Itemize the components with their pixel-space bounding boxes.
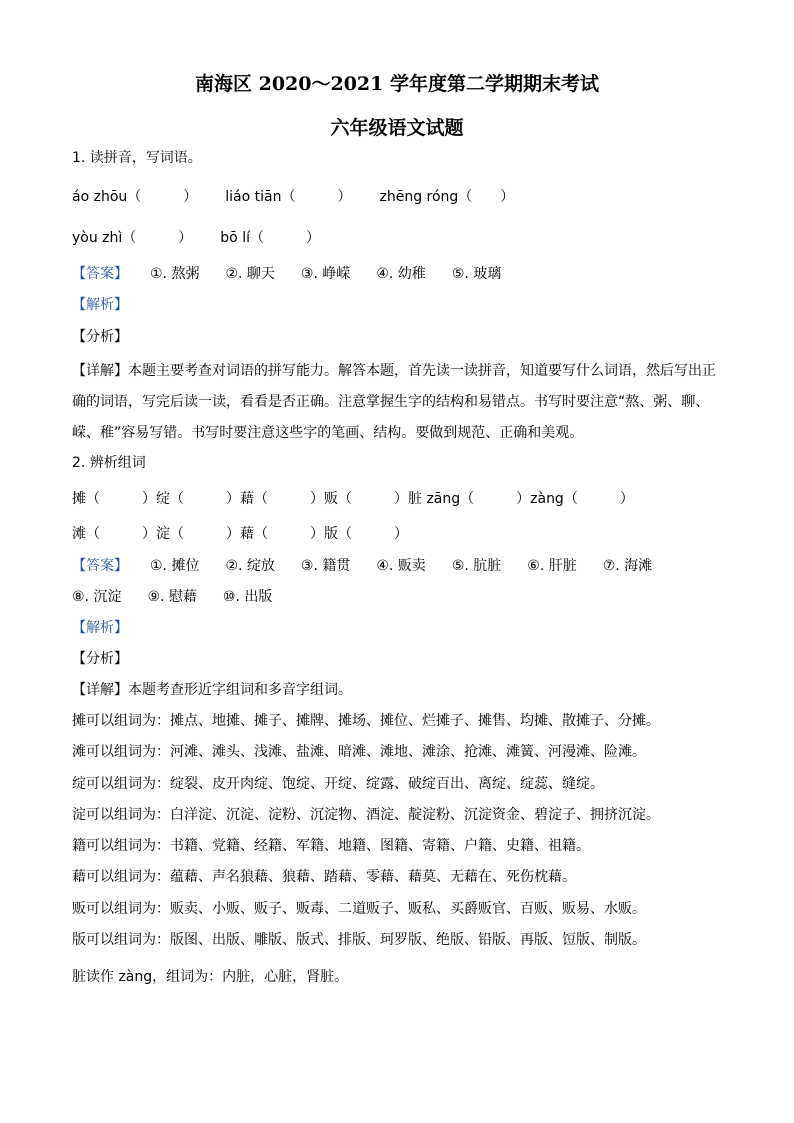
q1-pinyin-item: bō lí（ ） bbox=[220, 230, 320, 246]
word-group-line: 滩可以组词为：河滩、滩头、浅滩、盐滩、暗滩、滩地、滩涂、抢滩、滩簧、河漫滩、险滩。 bbox=[72, 744, 646, 760]
answer-item: ①. 熬粥 bbox=[150, 266, 200, 282]
word-group-line: 绽可以组词为：绽裂、皮开肉绽、饱绽、开绽、绽露、破绽百出、离绽、绽蕊、缝绽。 bbox=[72, 776, 604, 792]
q2-fenxi-tag: 【分析】 bbox=[72, 651, 128, 667]
answer-tag: 【答案】 bbox=[72, 266, 128, 282]
word-group-line: 版可以组词为：版图、出版、雕版、版式、排版、珂罗版、绝版、铅版、再版、饾版、制版。 bbox=[72, 932, 646, 948]
q1-pinyin-item: liáo tiān（ ） bbox=[225, 189, 352, 205]
q2-answer-line2 bbox=[72, 587, 272, 607]
q1-pinyin-item: áo zhōu（ ） bbox=[72, 189, 198, 205]
word-group-line: 籍可以组词为：书籍、党籍、经籍、军籍、地籍、图籍、寄籍、户籍、史籍、祖籍。 bbox=[72, 838, 590, 854]
q1-prompt: 1. 读拼音，写词语。 bbox=[72, 150, 202, 166]
detail-tag: 【详解】 bbox=[72, 682, 128, 698]
detail-text: 本题主要考查对词语的拼写能力。解答本题，首先读一读拼音，知道要写什么词语，然后写出正确的词语，写完后读一读，看看是否正确。注意掌握生字的结构和易错点。书写时要注意“熬、粥、聊、嵘、稚”容易写错。书写时要注意这些字的笔画、结构。要做到规范、正确和美观。 bbox=[72, 363, 716, 441]
q2-row1: 摊（ ）绽（ ）藉（ ）贩（ ）脏 zāng（ ）zàng（ ） bbox=[72, 491, 634, 507]
q2-prompt: 2. 辨析组词 bbox=[72, 455, 146, 471]
answer-item: ④. 幼稚 bbox=[376, 266, 426, 282]
word-group-line: 淀可以组词为：白洋淀、沉淀、淀粉、沉淀物、酒淀、靛淀粉、沉淀资金、碧淀子、拥挤沉淀。 bbox=[72, 807, 660, 823]
q1-detail bbox=[72, 356, 722, 449]
q1-pinyin-item: zhēng róng（ ） bbox=[379, 189, 515, 205]
answer-item: ③. 峥嵘 bbox=[300, 266, 351, 282]
answer-item: ⑧. 沉淀 bbox=[72, 589, 122, 605]
detail-text: 本题考查形近字组词和多音字组词。 bbox=[128, 682, 352, 698]
word-group-line: 藉可以组词为：蕴藉、声名狼藉、狼藉、踏藉、零藉、藉莫、无藉在、死伤枕藉。 bbox=[72, 869, 576, 885]
answer-item: ①. 摊位 bbox=[150, 558, 200, 574]
exam-subtitle: 六年级语文试题 bbox=[330, 117, 464, 139]
word-group-line: 摊可以组词为：摊点、地摊、摊子、摊牌、摊场、摊位、烂摊子、摊售、均摊、散摊子、分摊。 bbox=[72, 713, 660, 729]
answer-item: ⑤. 肮脏 bbox=[451, 558, 502, 574]
answer-item: ③. 籍贯 bbox=[300, 558, 351, 574]
answer-item: ⑥. 肝脏 bbox=[527, 558, 577, 574]
answer-tag: 【答案】 bbox=[72, 558, 128, 574]
q1-analysis-tag: 【解析】 bbox=[72, 297, 128, 313]
answer-item: ②. 聊天 bbox=[225, 266, 275, 282]
q1-pinyin-row2 bbox=[72, 228, 348, 248]
q1-pinyin-item: yòu zhì（ ） bbox=[72, 230, 193, 246]
exam-title: 南海区 2020～2021 学年度第二学期期末考试 bbox=[195, 73, 599, 95]
answer-item: ⑦. 海滩 bbox=[602, 558, 653, 574]
answer-item: ②. 绽放 bbox=[225, 558, 275, 574]
word-group-line: 贩可以组词为：贩卖、小贩、贩子、贩毒、二道贩子、贩私、买爵贩官、百贩、贩易、水贩。 bbox=[72, 901, 646, 917]
answer-item: ⑤. 玻璃 bbox=[451, 266, 502, 282]
q2-detail bbox=[72, 680, 352, 700]
answer-item: ④. 贩卖 bbox=[376, 558, 426, 574]
detail-tag: 【详解】 bbox=[72, 363, 128, 379]
answer-item: ⑩. 出版 bbox=[222, 589, 273, 605]
answer-item: ⑨. 慰藉 bbox=[147, 589, 197, 605]
q2-analysis-tag: 【解析】 bbox=[72, 620, 128, 636]
q1-answer-line bbox=[72, 264, 501, 284]
q2-answer-line1 bbox=[72, 556, 652, 576]
q1-pinyin-row1 bbox=[72, 187, 542, 207]
q2-row2: 滩（ ）淀（ ）藉（ ）版（ ） bbox=[72, 526, 408, 542]
q1-fenxi-tag: 【分析】 bbox=[72, 329, 128, 345]
word-group-line: 脏读作 zàng，组词为：内脏，心脏，肾脏。 bbox=[72, 969, 349, 985]
